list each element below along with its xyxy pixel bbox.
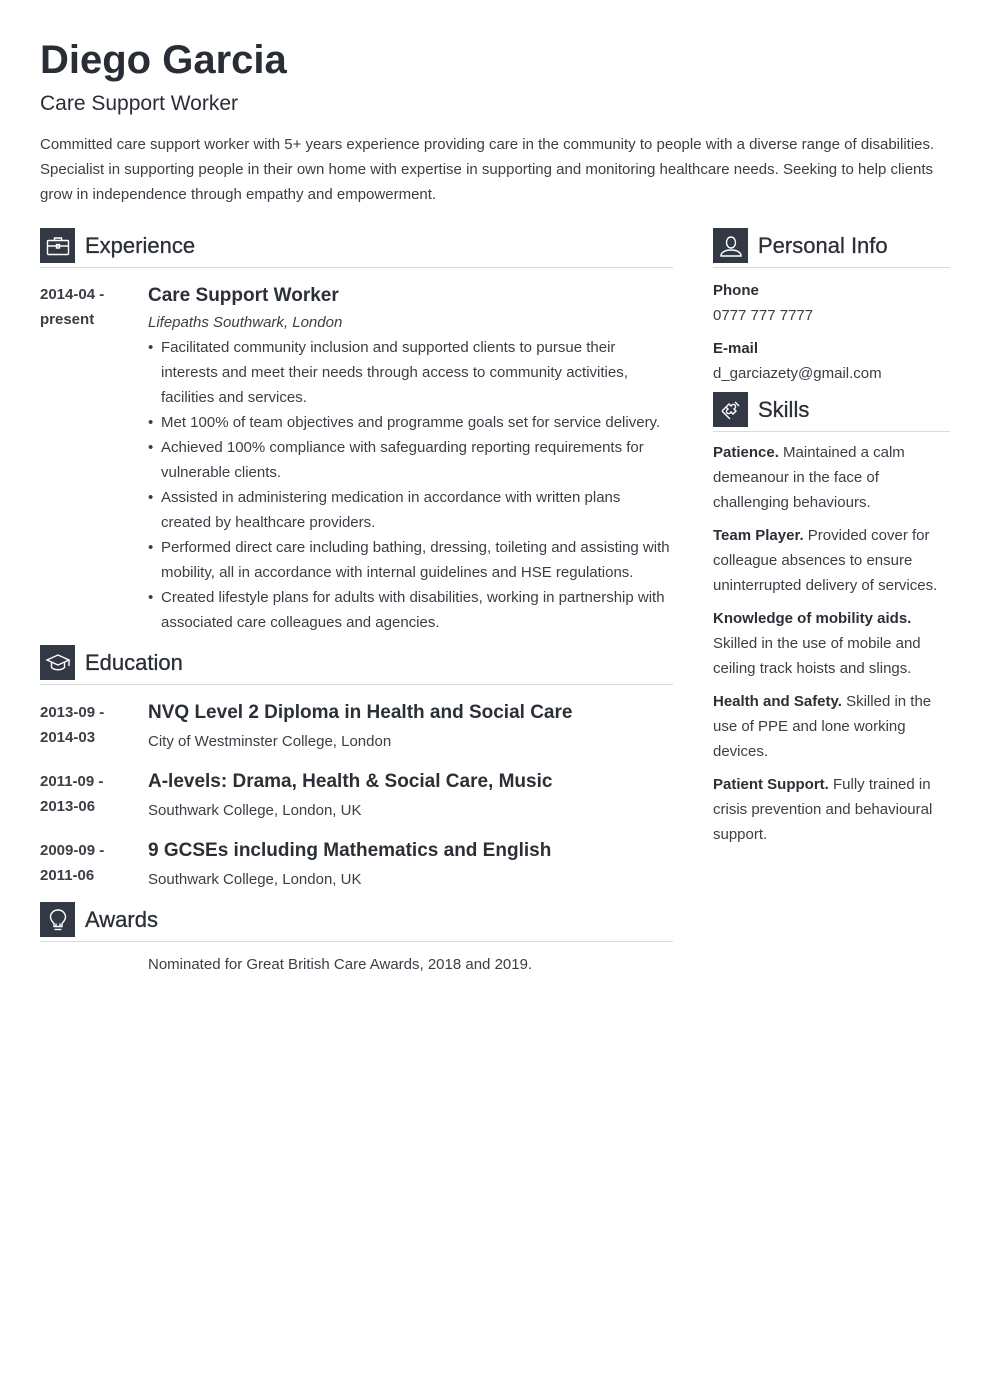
person-icon (713, 228, 748, 263)
job-date-start: 2014-04 - (40, 286, 105, 303)
education-date-start: 2011-09 - (40, 773, 104, 790)
education-dates (40, 769, 148, 823)
education-dates (40, 700, 148, 754)
candidate-name: Diego Garcia (40, 38, 287, 82)
skill-name: Team Player. (713, 527, 804, 544)
candidate-title: Care Support Worker (40, 92, 239, 115)
email-value: d_garciazety@gmail.com (713, 365, 882, 382)
side-column (713, 228, 950, 847)
skill-desc: Fully trained in crisis prevention and behavioural support. (713, 776, 933, 843)
skill-desc: Skilled in the use of mobile and ceiling track hoists and slings. (713, 635, 921, 677)
experience-section-header (40, 228, 673, 268)
puzzle-icon (713, 392, 748, 427)
graduation-cap-icon (40, 645, 75, 680)
education-date-end: 2014-03 (40, 729, 96, 746)
job-bullet: • Performed direct care including bathing, dressing, toileting and assisting with mobility, all in accordance with internal guidelines and HSE regulations. (148, 535, 673, 585)
skill-desc: Provided cover for colleague absences to ensure uninterrupted delivery of services. (713, 527, 938, 594)
skill-name: Health and Safety. (713, 693, 842, 710)
education-title: NVQ Level 2 Diploma in Health and Social Care (148, 702, 573, 723)
job-bullet: • Achieved 100% compliance with safeguarding reporting requirements for vulnerable clients. (148, 435, 673, 485)
education-school: City of Westminster College, London (148, 733, 392, 750)
main-column (40, 228, 673, 977)
experience-entry (40, 282, 673, 635)
lightbulb-icon (40, 902, 75, 937)
skill-desc: Skilled in the use of PPE and lone working devices. (713, 693, 932, 760)
email-label: E-mail (713, 340, 759, 357)
job-bullet: • Met 100% of team objectives and programme goals set for service delivery. (148, 410, 673, 435)
phone-label: Phone (713, 282, 759, 299)
education-section-header (40, 645, 673, 685)
skills-list (713, 440, 950, 847)
personal-info-section-header (713, 228, 950, 268)
job-date-end: present (40, 311, 95, 328)
profile-summary: Committed care support worker with 5+ years experience providing care in the community to people with a diverse range of disabilities. Specialist in supporting people in their own home with expertise in supporting and monitoring healthcare needs. Seeking to help clients grow in independence through empathy and empowerment. (40, 136, 935, 203)
experience-heading: Experience (85, 232, 196, 258)
job-bullets (148, 335, 673, 635)
education-school: Southwark College, London, UK (148, 871, 362, 888)
education-dates (40, 838, 148, 892)
job-bullet: • Assisted in administering medication in accordance with written plans created by healthcare providers. (148, 485, 673, 535)
skill-item (713, 689, 950, 764)
job-bullet: • Created lifestyle plans for adults with disabilities, working in partnership with associated care colleagues and agencies. (148, 585, 673, 635)
award-item: Nominated for Great British Care Awards, 2018 and 2019. (148, 956, 533, 973)
education-title: A-levels: Drama, Health & Social Care, Music (148, 771, 553, 792)
education-date-start: 2013-09 - (40, 704, 105, 721)
skill-item (713, 440, 950, 515)
education-entry (40, 769, 673, 823)
education-date-end: 2013-06 (40, 798, 96, 815)
skill-name: Patient Support. (713, 776, 829, 793)
education-date-end: 2011-06 (40, 867, 95, 884)
phone-value: 0777 777 7777 (713, 307, 814, 324)
skill-item (713, 606, 950, 681)
briefcase-icon (40, 228, 75, 263)
awards-heading: Awards (85, 906, 158, 932)
education-heading: Education (85, 649, 183, 675)
job-bullet: • Facilitated community inclusion and supported clients to pursue their interests and meet their needs through access to community activities, facilities and services. (148, 335, 673, 410)
education-title: 9 GCSEs including Mathematics and English (148, 840, 552, 861)
education-entry (40, 838, 673, 892)
skill-item (713, 772, 950, 847)
awards-section-header (40, 902, 673, 942)
skills-heading: Skills (758, 396, 810, 422)
education-date-start: 2009-09 - (40, 842, 105, 859)
skill-name: Knowledge of mobility aids. (713, 610, 912, 627)
skills-section-header (713, 392, 950, 432)
skill-desc: Maintained a calm demeanour in the face of challenging behaviours. (713, 444, 905, 511)
skill-name: Patience. (713, 444, 779, 461)
education-entry (40, 700, 673, 754)
job-title: Care Support Worker (148, 285, 339, 306)
job-dates (40, 282, 148, 635)
skill-item (713, 523, 950, 598)
personal-info-heading: Personal Info (758, 232, 888, 258)
education-school: Southwark College, London, UK (148, 802, 362, 819)
job-employer: Lifepaths Southwark, London (148, 314, 343, 331)
